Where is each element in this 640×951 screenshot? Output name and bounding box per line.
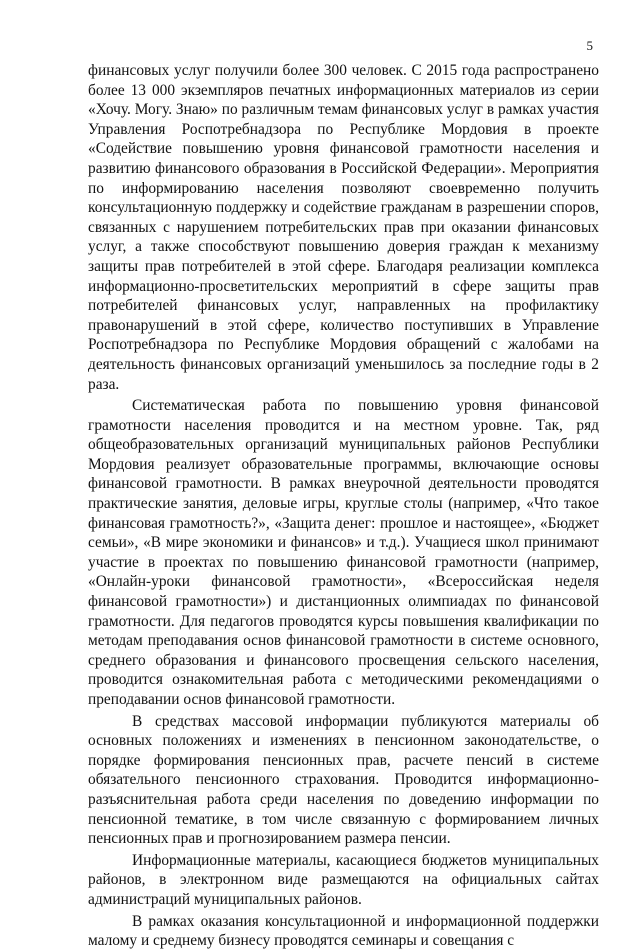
page-number: 5 bbox=[586, 38, 593, 53]
paragraph-mass-media: В средствах массовой информации публикуются материалы об основных положениях и изменениях в пенсионном законодательстве, о порядке формирования пенсионных прав, расчете пенсий в системе обязательного пенсионного страхования. Проводится информационно-разъяснительная работа среди населения по доведению информации по пенсионной тематике, в том числе связанную с формированием личных пенсионных прав и прогнозированием размера пенсии. bbox=[88, 712, 599, 848]
paragraph-local-level-work: Систематическая работа по повышению уровня финансовой грамотности населения проводится и на местном уровне. Так, ряд общеобразовательных организаций муниципальных районов Республики Мордовия реализует образовательные программы, включающие основы финансовой грамотности. В рамках внеурочной деятельности проводятся практические занятия, деловые игры, круглые столы (например, «Что такое финансовая грамотность?», «Защита денег: прошлое и настоящее», «Бюджет семьи», «В мире экономики и финансов» и т.д.). Учащиеся школ принимают участие в проектах по повышению финансовой грамотности (например, «Онлайн-уроки финансовой грамотности», «Всероссийская неделя финансовой грамотности») и дистанционных олимпиадах по финансовой грамотности. Для педагогов проводятся курсы повышения квалификации по методам преподавания основ финансовой грамотности в системе основного, среднего образования и финансового просвещения сельского населения, проводится ознакомительная работа с методическими рекомендациями о преподавании основ финансовой грамотности. bbox=[88, 397, 599, 708]
paragraph-business-support: В рамках оказания консультационной и информационной поддержки малому и среднему бизнесу проводятся семинары и совещания с bbox=[88, 912, 599, 950]
paragraph-budget-information: Информационные материалы, касающиеся бюджетов муниципальных районов, в электронном виде размещаются на официальных сайтах администраций муниципальных районов. bbox=[88, 851, 599, 908]
body-text bbox=[88, 61, 599, 951]
paragraph-financial-services-continuation: финансовых услуг получили более 300 человек. С 2015 года распространено более 13 000 экземпляров печатных информационных материалов из серии «Хочу. Могу. Знаю» по различным темам финансовых услуг в рамках участия Управления Роспотребнадзора по Республике Мордовия в проекте «Содействие повышению уровня финансовой грамотности населения и развитию финансового образования в Российской Федерации». Мероприятия по информированию населения позволяют своевременно получить консультационную поддержку и содействие гражданам в разрешении споров, связанных с нарушением потребительских прав при оказании финансовых услуг, а также способствуют повышению доверия граждан к механизму защиты прав потребителей в этой сфере. Благодаря реализации комплекса информационно-просветительских мероприятий в сфере защиты прав потребителей финансовых услуг, направленных на профилактику правонарушений в этой сфере, количество поступивших в Управление Роспотребнадзора по Республике Мордовия обращений с жалобами на деятельность финансовых организаций уменьшилось за последние годы в 2 раза. bbox=[88, 62, 599, 393]
